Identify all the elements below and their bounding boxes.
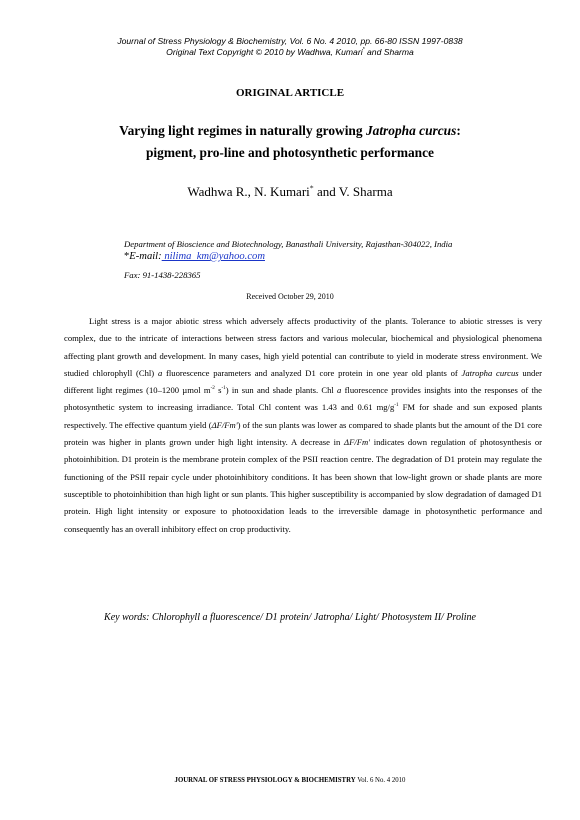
- email-label: E-mail:: [129, 251, 162, 262]
- received-date: Received October 29, 2010: [246, 292, 334, 301]
- title-species: Jatropha curcus: [365, 123, 457, 138]
- email-asterisk: *: [124, 251, 130, 262]
- title-part-1: Varying light regimes in naturally growing: [119, 123, 366, 138]
- abstract-italic-a: a: [337, 385, 342, 396]
- keywords: Key words: Chlorophyll a fluorescence/ D1 protein/ Jatropha/ Light/ Photosystem II/ Proline: [104, 612, 476, 623]
- abstract-text: fluorescence provides insights into the responses of the photosynthetic system to increasing irradiance. Total Chl content was 1.43 and 0.61 mg/g: [64, 385, 542, 413]
- footer-journal-name: JOURNAL OF STRESS PHYSIOLOGY & BIOCHEMISTRY: [174, 777, 356, 784]
- copyright-asterisk: *: [362, 47, 365, 54]
- author-list: [0, 184, 580, 200]
- abstract-text: FM for shade and sun exposed plants respectively. The effective quantum yield (: [64, 402, 542, 430]
- abstract-italic-a: a: [157, 367, 163, 378]
- affiliation: Department of Bioscience and Biotechnology, Banasthali University, Rajasthan-304022, India: [124, 239, 453, 249]
- abstract-superscript: -2: [210, 385, 215, 392]
- email-line: [124, 251, 265, 262]
- abstract-text: indicates down regulation of photosynthesis or photoinhibition. D1 protein is the membrane protein complex of the PSII reaction centre. The degradation of D1 protein may regulate the functioning of the PSII repair cycle under photoinhibitory conditions. It has been shown that low-light grown or shade plants are more susceptible to photoinhibition than high light or sun plants. This higher susceptibility is accompanied by slow degradation of damaged D1 protein. High light intensity or exposure to photooxidation leads to the irreversible damage in photosynthetic performance and consequently has an overall inhibitory effect on crop productivity.: [64, 437, 543, 534]
- corresponding-asterisk: *: [309, 183, 314, 193]
- abstract-text: ) of the sun plants was lower as compared to shade plants but the amount of the D1 core protein was higher in plants grown under high light intensity. A decrease in: [64, 419, 542, 448]
- email-link[interactable]: nilima_km@yahoo.com: [161, 251, 265, 262]
- abstract-text: Light stress is a major abiotic stress which adversely affects productivity of the plants. Tolerance to abiotic stresses is very complex, due to the intricate of interactions between stress factors and various molecular, biochemical and physiological phenomena affecting plant growth and development. In many cases, high yield potential can contribute to yield in moderate stress environment. We studied chlorophyll (Chl): [64, 316, 542, 378]
- copyright-header: [0, 47, 580, 58]
- abstract-superscript: -1: [221, 385, 226, 392]
- abstract-text: s: [214, 385, 222, 396]
- abstract-species: Jatropha curcus: [461, 367, 519, 378]
- abstract: [64, 313, 542, 538]
- journal-citation-header: Journal of Stress Physiology & Biochemistry, Vol. 6 No. 4 2010, pp. 66-80 ISSN 1997-0838: [117, 36, 463, 46]
- authors-text: Wadhwa R., N. Kumari: [187, 184, 310, 199]
- page-footer: [0, 777, 580, 784]
- abstract-text: fluorescence parameters and analyzed D1 core protein in one year old plants of: [162, 367, 462, 378]
- abstract-superscript: -1: [394, 402, 399, 409]
- copyright-text-end: and Sharma: [364, 47, 414, 57]
- fax-number: Fax: 91-1438-228365: [124, 270, 201, 280]
- abstract-text: under different light regimes (10–1200 µmol m: [64, 367, 542, 396]
- copyright-text: Original Text Copyright © 2010 by Wadhwa, Kumari: [166, 47, 363, 57]
- authors-text-end: and V. Sharma: [313, 184, 393, 199]
- section-label: ORIGINAL ARTICLE: [235, 87, 345, 99]
- abstract-text: ) in sun and shade plants. Chl: [225, 385, 338, 396]
- footer-issue: Vol. 6 No. 4 2010: [355, 777, 406, 784]
- abstract-quantum-yield: ΔF/Fm': [211, 419, 238, 430]
- title-part-2: : pigment, pro-line and photosynthetic performance: [145, 123, 461, 160]
- article-title: [100, 120, 480, 164]
- abstract-quantum-yield: ΔF/Fm': [344, 437, 371, 448]
